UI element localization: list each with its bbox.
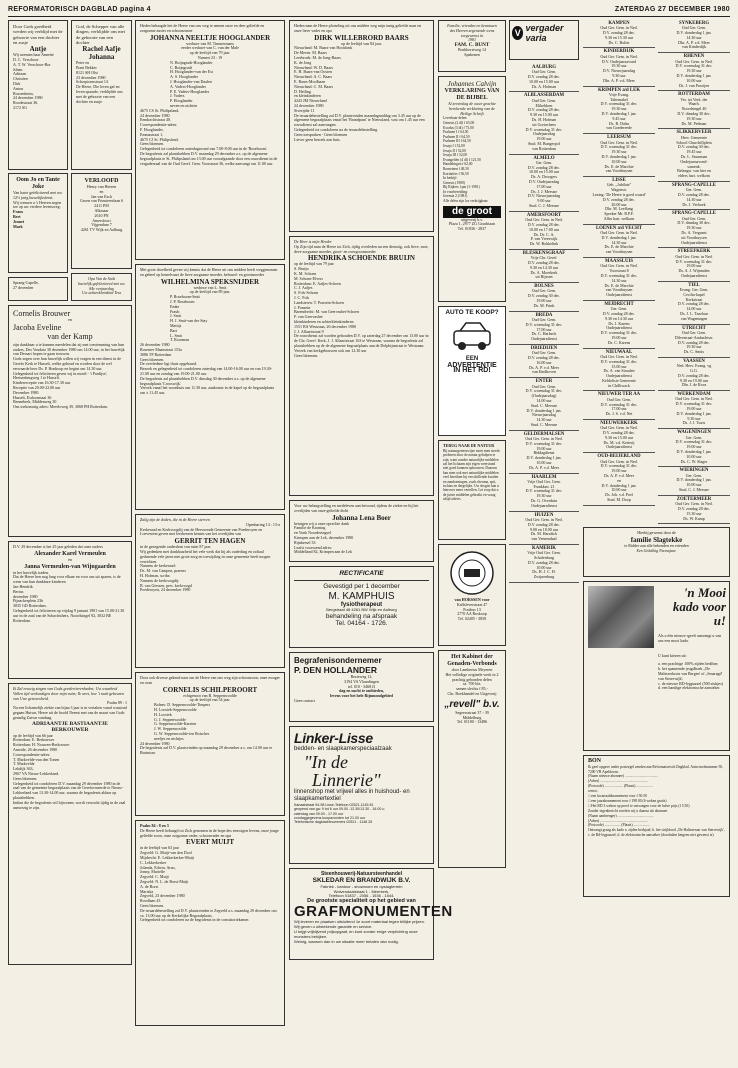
church-details: Geb. „Jubilate" Wagenstr. Lezing: 'De Heere is goed waard' D.V. zondag 28 dec. 20.00 uur Dhr. M. Leeflang Spreker Mr. R.P.F. Alles hart. welkom <box>592 182 646 221</box>
deceased-name: ADRIAANTJE BASTIAANTJE BERKOUWER <box>32 720 108 734</box>
church-details: Oud Ger. Gem. D.V. donderdag 1 jan. 14.30 uur Dhr. A. P. v.d. Meer van Kinderdijk <box>676 25 712 50</box>
death-age: op de leeftijd van 79 jaar <box>294 261 334 267</box>
death-details: 4243 JM Nieuwland 24 december 1980 Siverijdie 11 De teraardebestelling zal D.V. plaatsvinden maandagmiddag om 3.45 uur op de algemene begraafplaats vanaf het 'Brandpunt' te Nieuwland, vast om 1.45 uur een rouwdienst zal aanvangen. Gelegenheid tot condoleren na de teraardebestelling. Geen toespraken - Geen bloemen Liever geen bezoek aan huis. <box>294 98 425 142</box>
deceased-name: EVERT MUIJT <box>185 838 235 847</box>
church-details: Oud Ger. Gem. D.V. woensdag 31 dec. 17.00 uur Ds. J. S. v.d. Net <box>600 396 638 417</box>
horssen-logo <box>449 550 495 596</box>
church-details: Herv. Gemeente School Churchillplein D.V. zondag 30 dec. 19.45 uur Ds. L. Stuurman Oudejaarsavond- samenk. Belangst. van hier en elders hart. welkom <box>676 134 712 179</box>
engagement-notice <box>71 173 132 269</box>
death-speksnijder <box>135 264 285 510</box>
kabinet-title: Het Kabinet der Genaden-Verbonds <box>447 654 497 667</box>
church-service-entry <box>509 92 579 154</box>
church-details: Oud Ger. Gem. in Ned. D.V. woensdag 31 dec. 19.00 uur Ds. A. J. Wijnnalen Oudejaarsdienst <box>675 253 713 278</box>
church-town: AMERSFOORT <box>526 212 562 218</box>
church-town: MAASSLUIS <box>605 259 633 265</box>
church-town: MIJDRECHT <box>604 301 634 307</box>
church-town: ALBLASSERDAM <box>524 93 564 99</box>
family-list: S. Bruijn K. M. Schoen M. Schoen-Elvers Rotterdam: E. Aafjes-Schoen C. J. Aafjes S. Fols-Schoen J. C. Fols Landsteren: T. Ponsein-Schoen J. Ponsein Barendrecht: M. van Geervashet-Schoen F. van Geervashet kleinkinderen en achterkleinkinderen <box>294 266 360 324</box>
church-town: KAMERIK <box>532 545 556 551</box>
rectificatie-ad <box>289 566 434 648</box>
death-details: 26 december 1980 Rosemer Maanstraat 153a 3086 TP Rotterdam Geen bloemen. De overledene ligt thuis opgebaard. Bezoek en gelegenheid tot condoleren zaterdag van 14.00-16.00 uur en van 19.30-21.00 uur en zondag van 19.00-21.00 uur. De begrafenis zal plaatshebben D.V. dinsdag 30 december a.s. op de algemene begraafplaats 'Crooswijk'. Vertrek vanaf het woonhuis om 11.30 uur, aankomst in de kapel op de begraafplaats om ± 11.45 uur. <box>140 342 275 396</box>
church-service-entry <box>658 129 730 181</box>
church-town: ENTER <box>535 379 553 385</box>
church-details: Oud Ger. Gem. in Ned. D.V. Oudejaarsavond 19.30 uur D.V. Nieuwjaarsdag 9.30 uur Dhr. A. P. v.d. Meer <box>600 53 638 83</box>
church-service-entry <box>658 467 730 495</box>
column-2 <box>135 20 285 1030</box>
family-greeting-bunt <box>438 20 506 72</box>
church-town: NIEUWERKERK <box>600 420 638 426</box>
death-baars <box>289 20 434 232</box>
gift-photo <box>588 586 654 648</box>
physio-title: fysiotherapeut <box>340 601 383 608</box>
death-verse-ref: Psalm 89 : 1 <box>107 700 127 706</box>
church-details: Oud Ger. Gem. in Ned. D.V. zondag 28 dec. 10.00 en 17.00 uur Ds. Dr. C. A. P. van Vreeswijk Ds. W. Bokkelink <box>525 217 563 247</box>
church-town: GELDERMALSEN <box>523 431 565 437</box>
page-header-date: ZATERDAG 27 DECEMBER 1980 <box>614 6 730 13</box>
physio-line2: behandeling na afspraak <box>325 612 398 620</box>
church-service-entry <box>658 210 730 248</box>
thanks-foot: Een Gelukkig Nieuwjaar. <box>636 547 677 553</box>
church-service-entry <box>583 301 655 349</box>
anniversary-title: Oom Jo en Tante Joke <box>16 177 60 190</box>
church-town: TIEL <box>688 282 700 288</box>
rectificatie-title: RECTIFICATIE <box>339 570 384 577</box>
death-body: Kerkeraad en Kerkvoogdij van de Hervormde Gemeente van Poederoyen en Loevestein geven met leedwezen kennis van het overlijden van <box>140 526 263 537</box>
church-town: LISSE <box>612 178 626 184</box>
death-berkouwer <box>8 683 132 965</box>
death-schilperoort <box>135 672 285 816</box>
anniversary-vermeulen <box>8 541 132 679</box>
church-service-entry <box>509 250 579 283</box>
death-details: op de leeftijd van 66 jaar Rotterdam: E. Berkouwer Rotterdam: H. Nouwen-Berkouwer Ameide, 26 december 1980 Correspondentie-adres: T. Markvelde-van den Tonen T. Markvelde Lekdijk 363, 2967 VA Nieuw-Lekkerland. Geen bloemen. Gelegenheid tot condoleren D.V. maandag 29 december 1980 in de zaal van de gemeente begraafplaats van de Gereformeerde te Nieuw-Lekkerland van 13.30-14.00 uur, waarna de begrafenis aldaar op plaatshebben. Indien die de begrafenis wil bijwonen, wordt verzocht tijdig in de zaal aanwezig te zijn. <box>13 732 126 810</box>
church-town: SPRANG-CAPELLE <box>672 182 716 188</box>
church-details: Oud Ger. Gem. D.V. zondag 30 dec. 19.00 uur Ds. M. Prink <box>527 288 561 308</box>
calvijn-foot: In bedrijf: Genesis (1980) Bij Rijkers f pm (1-1981) In voorbereiding: Jeremia 2 (1981) Alle delen zijn los verkrijgbaar <box>443 176 488 204</box>
kabinet-sub: door Lambertus Meyeren <box>451 667 493 672</box>
church-details: Ver. tot Verk. der Waarh. Noordsingel 40 D.V. dinsdag 30 dec. 19.30 uur Ds. M. Pedman <box>677 96 711 126</box>
van-horssen-ad <box>438 544 506 646</box>
linker-tag: bedden- en slaapkamerspeciaalzaak <box>294 746 392 752</box>
gift-promotion <box>583 581 730 751</box>
greeting-name: FAM. C. BUNT <box>454 42 490 49</box>
bride-surname: van der Kamp <box>47 331 93 341</box>
death-verse: Psalm 84 : 8 en 3 <box>140 823 169 828</box>
church-details: Oud Ger. Gem. D.V. woensdag 31 dec. (Oudejaarsdag) 14.00 uur Stud. C. Meeuse D.V. donderdag 1 jan. Nieuwjaarsdag 14.30 uur Stud. C. Meeuse <box>525 383 563 427</box>
church-service-entry <box>583 48 655 86</box>
church-details: Ger. Gem. D.V. zondag 28 dec. 14.30 uur Ds. J. Verhoek <box>677 187 711 207</box>
linnerie-line2: Linnerie" <box>312 770 381 790</box>
church-details: Oud Ger. Gem. D.V. zondag 28 dec. 10.00 en 15.00 uur Ds. A. Hofman <box>527 69 561 89</box>
birth-body: Peter en Piani Bekker 8121 SH Olst 23 december 1980 Schorpioenstraat 14 De Heere, Die leven gaf en leven spaarde, verblijdde ons met de geboorte van een dochter en zusje <box>76 60 123 104</box>
linker-lisse-ad <box>289 726 434 864</box>
auto-advert <box>438 306 506 436</box>
calvijn-list: Leverbaar delen: Genesis (2 dl) f 65,00 Exodus (3 dl) f 75,00 Psalmen I f 64,50 Psalmen II f 64,50 Psalmen III f 64,50 Jesaja I f 52,00 Jesaja II f 52,00 Jesaja III f 52,00 Evangeliën (4 dl) f 121,50 Handelingen f 62,00 Romeinen f 48,50 Korintiërs f 56,50 <box>443 116 481 176</box>
birth-announcement-rachel <box>71 20 132 170</box>
church-town: VAASSEN <box>683 358 705 364</box>
column-1 <box>8 20 132 969</box>
church-town: BOLNES <box>534 284 554 290</box>
church-details: Vrije Chr. Geref. D.V. zondag 28 dec. 9.30 en 14.30 uur Ds. A. Moerkerk uit Rijssen <box>527 255 561 280</box>
auto-line2: ADVERTENTIE <box>447 361 497 369</box>
linnerie-line1: "In de <box>304 752 349 772</box>
subscription-coupon[interactable] <box>583 755 730 897</box>
church-town: LOENEN a/d VECHT <box>595 225 643 231</box>
linker-sub: linnenshop met vrijwel alles in huishoud- en slaapkamertextiel <box>294 789 410 802</box>
death-muijt <box>135 820 285 1026</box>
church-service-entry <box>658 325 730 358</box>
church-service-entry <box>509 212 579 250</box>
church-details: Oud Ger. Gem. Eltheldorn D.V. zondag 28 dec. 9.30 en 15.00 uur Ds. H. Hofman uit Gorinchem D.V. woensdag 31 dec. Oudejaarsdag 19.00 uur Stud. M. Bungerpof van Rotterdam <box>525 97 563 151</box>
family-list: N. Boijngrudt-Hooglander C. Boijngrudt H. Hooglander-van der Est A. S. Hooglander J. Hooglander-van Daalen A. Vaders-Hooglander P. E. Vaders-Hooglander J. Vaders P. Hooglander neven en nichten <box>170 59 214 108</box>
church-service-entry <box>509 283 579 311</box>
bride-name: Jacoba Eveline <box>13 322 62 332</box>
kabinet-ad <box>438 650 506 868</box>
church-service-entry <box>583 453 655 505</box>
opa-birthday-notice <box>71 273 132 301</box>
family-list: Bolnes: D. Seppenwoolde-Timpers H. Loosiek-Seppenwoolde H. Loosiek G. J. Seppenwoolde G. Seppenwoolde-Karsten J. W. Seppenwoolde G. W. Seppenwoolde-ten Boischer neefjes en nichtjes <box>154 702 211 741</box>
church-details: Oud Ger. Gem. in Ned. D.V. zondag 28 dec. 9.30 en 15.30 uur Ds. C. Bolier <box>600 25 638 45</box>
auto-title: AUTO TE KOOP? <box>445 309 499 316</box>
physio-address: Bergstraat 48 4261 BW Wijk en Aalburg <box>326 606 397 612</box>
church-details: Ger. Gem. D.V. donderdag 1 jan. 10.00 uur Stud. C. J. Meeuse <box>676 472 712 493</box>
natuur-article <box>438 440 506 540</box>
church-details: Oud Ger. Gem. in Ned. D.V. woensdag 31 dec. 19.30 uur D.V. donderdag 1 jan. 10.00 uur Ds. E. de Marchie van Voorthuysen <box>600 139 638 174</box>
birth-intro: God, de Schepper van alle dingen, verblijdde ons met de geboorte van een dochter <box>76 24 125 45</box>
family-list: Nieuwland: M. Baars-van Hooidonk De Meern: M. Baars Leerbroek: M. de Jong-Baars K. de Jong Nieuwland: W. D. Baars E. H. Baars-van Oosten Nieuwland: A. C. Baars E. Baars-Moolhaan Nieuwland: C. M. Baars D. Heiling en kleinkinderen <box>294 45 353 99</box>
death-details: 4675 CS St. Philipsland, 24 december 1980 Eendrachtstraat 40. Correspondentie-adres: F. Hooglander, Emmastraat 1, 4675 CJ St. Philipsland. Geen bloemen. Gelegenheid tot condoleren zaterdagavond van 7.00-8.00 uur in de 'Roseboom'. De begrafenis zal plaatshebben D.V. maandag 29 december a.s. op de algemene begraafplaats te St. Philipsland om 13.00 uur voorafgaande door een rouwdienst in de vergaderzaal van de Oud Geref. Gem. Voorstraat 36, welke aanvangt om 11.00 uur. <box>140 107 278 166</box>
death-body: op de leeftijd van 84 jaar. <box>341 40 382 46</box>
church-town: SLIKKERVEER <box>676 130 712 136</box>
groom-name: Cornelis Brouwer <box>13 309 71 318</box>
column-5 <box>509 20 579 583</box>
church-service-list <box>658 20 730 524</box>
family-thanks <box>583 527 730 577</box>
church-service-entry <box>509 431 579 474</box>
thanks-body2: te Ridder aan alle bekenden en vrienden <box>624 543 689 549</box>
death-verse: Zalig zijn de doden, die in de Heere sterven <box>140 517 210 522</box>
death-body: echtgenoot van B. Seppenwoolde op de leeftijd van 54 jaar. <box>183 692 237 703</box>
church-service-list <box>509 64 579 583</box>
gift-choose: U kunt kiezen uit: <box>658 653 687 659</box>
sked-name: SKLEDAR EN BRANDWIJK B.V. <box>312 877 411 885</box>
church-town: SPRANG-CAPELLE <box>672 211 716 217</box>
deceased-name: JOHANNA NEELTJE HOOGLANDER <box>149 33 271 42</box>
church-town: ALMELO <box>533 155 555 161</box>
funeral-name: P. DEN HOLLANDER <box>294 665 377 675</box>
linker-brand: Linker-Lisse <box>294 730 373 746</box>
degroot-sub: uitgeverij b.v. <box>460 216 484 222</box>
church-service-entry <box>658 20 730 53</box>
church-town: WAGENINGEN <box>677 430 711 436</box>
revell-logo: „revell" b.v. <box>444 698 500 710</box>
opa-body: Opa Van de Stalt hartelijk gefeliciteerd met uw 84e verjaardag Uw achterkleinkind Tess <box>78 276 125 296</box>
degroot-logo: de groot <box>443 206 501 218</box>
church-service-entry <box>658 182 730 210</box>
birth-body: Wij noemen haar Annette D. C. Verschoor A. T. W. Verschoor-Bor Johan Adriaan Christien Dirk Anton Rossenheim, 24 december 1980 Roodestraat 36, 2172 SG <box>13 52 54 110</box>
death-intro: Op Zijn tijd nam de Heere tot Zich, tijdig overleden na een dienstig, ook lieve, moe, deve zorgzame moeder, groot- en overgrootmoeder <box>294 243 429 254</box>
church-town: STREEFKERK <box>677 249 711 255</box>
deceased-name: DIRK WILLEBRORD BAARS <box>314 33 409 42</box>
church-details: Oud Ger. Gem. D.V. dinsdag 30 dec. 19.30 uur Ds. A. Vergunst uit Voorthuysen Oudejaarsdienst <box>677 215 711 245</box>
church-service-entry <box>509 155 579 212</box>
death-ten-hagen <box>135 514 285 668</box>
wedding-body: zijn dankbaar u te kunnen meedelen dat zij met toestemming van hun ouders, Des Voudaia 30 december 1980 om 14.00 uur, in het huwelijk van Dessart hopen te gaan trouwen. Gods zegen over hun huwelijk willen wij vragen in een dienst in de Gerefo Kerk te Hasselt, welke gehoud en worden door de wel eerwaarde heer Ds. P. Honkoop en begint om 14.30 uur. Gelegenheid tot feliciteren geven wij in motel - 't Pardijse', Hertsenbergweg 1 te Hasselt. Kinderreceptie van 16.30-17.30 uur Receptie van 20.00-22.00 uur December 1980. Hasselt, Esdoornsaat 36 Bennebrek, Middenweg 30 Ons toekomstig adres: Meerloweg 39, 3068 PH Rotterdam. <box>13 341 125 410</box>
church-service-list <box>583 20 655 524</box>
sked-big: De grootste specialiteit op het gebied van <box>307 898 416 905</box>
church-service-entry <box>509 378 579 430</box>
page-header-left: REFORMATORISCH DAGBLAD pagina 4 <box>8 6 151 13</box>
family-list: P. Roseboom-Smit J. P. Roseboom Emke Fraub J. Smit H. J. Smit-van der Stay Mattijs Bart L. Smit T. Roorman <box>170 294 208 343</box>
deceased-name: GERRIT TEN HAGEN <box>174 537 246 546</box>
birth-name: Rachel Aafje Johanna <box>82 45 121 62</box>
physio-name: M. KAMPHUIS <box>328 590 395 602</box>
anniversary-oom-jo <box>8 173 68 273</box>
birth-name: Antje <box>29 45 47 54</box>
church-town: NIEUWAAL <box>605 349 633 355</box>
husband-name: Alexander Karel Vermeulen <box>34 550 106 557</box>
church-service-entry <box>583 134 655 177</box>
gift-intro: Als u één nieuwe rgeeft aanvangt u van ons een mooi kado. <box>658 633 722 644</box>
church-service-entry <box>509 345 579 378</box>
church-service-entry <box>658 53 730 91</box>
death-hooglander <box>135 20 285 260</box>
death-details: in de leeftijd van 63 jaar Zegveld: G. Muijt-van den Dool Mijdrecht: E. Lekkerkerker-Muijt C. Lekkerkerker Jolanda, Edwin, Arno, Jonny, Marielle Zegveld: C. Muijt Zegveld: N. L. de Borst-Muijt A. de Borst Mariska Zegveld, 23 december 1980 Roodlaan 43 Geen bloemen. De teraardebestelling zal D.V. plaatsvinden te Zegveld a.s. maandag 29 december om ca. 13.00 uur op de Kerkelijke Begraafplaats. Gelegenheid tot condoleren na de begrafenis in de consistoriekamer. <box>140 845 277 923</box>
natuur-body: Bij natuurgeneeswijze moet men steeds proberen door de natuur geholpen te zijn, want zonder natuurlijke middelen zal het lichaam zijn eigen weerstand niet goed kunnen opbouwen. Daarom kan men ook met natuurlijke middelen veel bereiken bij verschillende kwalen en aandoeningen, zoals rheuma, spit, ischias en dergelijke. Uw drogist kan u hierover meer vertellen. Let erop dat u de juiste middelen gebruikt en vraag altijd advies. <box>443 448 500 502</box>
death-body: Na een lichamelijk ziekte van bijna 3 jaar is in vertaken vanaf wantoud gegaan Huiwn, Heere uit de hoofd Neemt met ons de maart van Gods genadig Zuiwn vandaag <box>13 705 127 720</box>
coupon-body[interactable]: Ik geef opgave onder postzegel zenden aan Reformatorisch Dagblad. Antwoordnummer 50, 7200 VB Apeldoorn. (Naam nieuwe abonnee) .................................... (Adres) .................................................... (Postcode) .................... (Plaats) .................. wenst: □ een kwartaalabonnement voor f 50.50 □ een jaarabonnement voor f 198.00 (6 weken gratis) □ Het RD 3 weken op proef te ontvangen voor de halve prijs (f 5.50) Zonder tegenbericht worden wij u daarna als abonnee. (Naam aanbrenger) ....................................... (Adres) .................................................... (Postcode) ................. (Plaats) .................. Ontvangt graag als kado a. zijden bedsjaal; b. het strijkbord „De Haltezeraar van Sterrewijk', c. de Rd-legpuzzel; d. de elektronische aansteker (doorhalen hetgeen niet gewenst is). <box>588 764 725 838</box>
and-word: en <box>68 556 72 562</box>
church-details: Oud Ger. Gem. in Ned. D.V. woensdag 31 dec. 19.30 uur D.V. donderdag 1 jan. 10.00 uur Ds. J. van Prooijen <box>675 58 713 88</box>
church-service-entry <box>658 391 730 429</box>
church-service-entry <box>583 420 655 453</box>
church-details: Ned. Herv. Evang. vg G.G. D.V. zondag 28 dec. 9.30 en 19.00 uur Dhr. J. de Roos <box>676 363 712 388</box>
church-service-entry <box>583 391 655 419</box>
church-details: Ger. Gem. D.V. woensdag 31 dec. 19.00 uur D.V. donderdag 1 jan. 10.00 uur Ds. C. W. Slager <box>675 434 713 464</box>
thanks-body: Hierbij gewenst door de <box>637 530 676 536</box>
church-service-entry <box>509 545 579 583</box>
auto-line1: EEN <box>465 356 479 363</box>
thanks-intro: Voor uw belangstelling en medeleven aan betoond, tijdens de ziekte en bij het overlijden van onze geliefde dicht <box>294 503 419 513</box>
church-details: Evang. Ger. Gem. Cecilia-kapel Kerkstraat D.V. zondag 28 dec. 14.00 uur Ds. J. L. Tazelaar van Wageningen <box>677 287 711 321</box>
wife-name: Janna Vermeulen-van Wijngaarden <box>24 563 116 570</box>
church-details: Ger. Gem. D.V. zondag 28 dec. 10.00 en 15.00 uur Ds. A. Droogers D.V. Oudejaarsdag 17.00 uur Ds. J. J. Meeuse D.V. Nieuwjaarsdag 9.00 uur Stud. C. J. Meeuse <box>527 159 561 209</box>
church-details: Oud Ger. Gem. D.V. zondag 28 dec. 16.00 uur Ds. A. P. v.d. Meer van Eindhoven <box>527 350 561 375</box>
church-details: Oud Ger. Gem. in Ned. D.V. woensdag 31 dec. 15.00 uur Ds. A. van Straalen Oudejaarsdienst Keldoliste Gemeente in Chilliwack <box>600 353 638 388</box>
death-verse-text: Ik Zal eeuwig zingen van Gods goedertierenheden; Uw waarheid Vallen tijd verkondigen door mijn ruim; Ik weet, hoe 't raak gebeuren van Uwe getrouwheid. <box>13 686 124 701</box>
kabinet-body: Het volledige originele werk in 2 prachtig gebonden delen ca. 700 blz. samen slechts f 85,- Chr. Boekhandel en Uitgeverij <box>445 671 499 696</box>
church-town: SYNKEBERG <box>678 21 710 26</box>
rectificatie-line1: Gevestigd per 1 december <box>323 583 400 590</box>
calvijn-ad <box>438 76 506 302</box>
church-town: UTRECHT <box>682 325 706 331</box>
death-details: in de gezegende ouderdom van ruim 87 jaar. Wij gedenken met dankbaarheid het vele werk dat hij als ouderling en ooliaal gedurende vele jaren met grote zorg en toewijding in onze gemeente heeft mogen verrichten. Namens de kerkeraad: Ds. M. van Campen, praeses H. Hofman, scriba Namens de kerkvoogdij: B. van Giessen, pres. kerkvoogd Poederoyen, 24 december 1980 <box>140 544 271 593</box>
church-details: Vrije Oud Ger. Gem. Schalenburg D.V. zondag 28 dec. 10.00 uur Ds. H. J. C. H. Zwijnenburg <box>527 550 561 580</box>
church-details: Ger. Gem. D.V. zondag 28 dec. 9.30 en 14.30 uur Ds. J. Karens Oudejaarsdienst D.V. woensdag 31 dec. 19.00 uur Ds. C. Karens <box>600 306 638 345</box>
church-service-entry <box>658 429 730 467</box>
church-town: ROTTERDAM <box>678 92 710 98</box>
funeral-title: Begrafenisondernemer <box>294 656 382 665</box>
funeral-director-ad <box>289 652 434 722</box>
gift-title: 'n Mooi kado voor u! <box>672 585 726 629</box>
church-town: BREDA <box>535 312 553 318</box>
church-town: BLESKENSGRAAF <box>522 250 566 256</box>
coupon-title: BON <box>588 758 602 765</box>
church-service-entry <box>509 312 579 345</box>
funeral-foot: Geen contact <box>294 697 315 703</box>
church-service-entry <box>583 258 655 301</box>
church-town: KAMPEN <box>608 21 630 26</box>
church-details: Oud Ger. Gem. in Ned. D.V. zondag 28 dec. 9.30 en 15.00 uur Ds. M. v.d. Ketterij Oudejaarsdienst <box>600 425 638 450</box>
sked-grafmonumenten: GRAFMONUMENTEN <box>294 903 453 921</box>
gift-option: d. een handige elektronische aansteker. <box>658 685 721 691</box>
church-service-entry <box>583 87 655 135</box>
and-word: en <box>68 317 72 322</box>
column-6 <box>583 20 730 901</box>
church-town: NIEUWER TER AA <box>597 392 641 398</box>
church-service-entry <box>583 225 655 258</box>
linker-address: Kanaalstraat 94-98 Lisse-Telefoon 02521-1145 81 geopend van ga: 9 tot 6 uur 09.00 -12.30/13.30 - 18.00 u zaterdag van 09.00 - 17.00 uur zondaggegevens koopavonden tot 21.00 uur Telefonische dagklachtnummers 02521 - 1148 25 <box>294 803 385 825</box>
engagement-body: Henry van Heeren en Jan van Esch Groen van Prinstererlaan 6 2411 PM Alkmaar 2610 PN Amersfoort Vijgendam 7 4261 TV Wijk en Aalburg <box>80 184 123 233</box>
gift-option: a. een prachtige 100% zijden bedfine; <box>658 661 719 667</box>
church-town: LEERSUM <box>607 135 631 141</box>
church-service-entry <box>658 282 730 325</box>
death-intro: Heden nam de Heere plotseling uit ons midden weg mijn innig geliefde man en onze lieve vader en opa <box>294 23 421 33</box>
church-details: Oud Ger. Gem. in Ned. Voorstraat 8 D.V. woensdag 31 dec. 14.30 uur Ds. E. de Marchie van Voorthuysen Oudejaarsdienst <box>600 263 638 298</box>
death-intro: De Heere heeft behaagd tot Zich genomen in de hope des eeuwigen levens, onze jonge geliefde zoon, onze zorgzame vader, schoonvader en opa <box>140 827 279 838</box>
church-town: HAARLEM <box>531 474 557 480</box>
funeral-body: dag en nacht te ontbieden, levens voor het hele Rijnmondgebied <box>330 688 393 699</box>
death-body: weduwe van L. Smit op de leeftijd van 89 jaar. <box>189 284 231 295</box>
thanks-boer <box>289 500 434 562</box>
church-service-entry <box>583 177 655 225</box>
church-town: HUIZEN <box>534 512 554 518</box>
wedding-brouwer <box>8 305 132 537</box>
thanks-name: familie Slagtekke <box>630 536 683 545</box>
greeting-body: Familie, vrienden en kennissen des Heeren zegenende wens toegewenst in 1981 <box>447 23 497 43</box>
church-details: Oud Ger. Gem. in Ned. D.V. woensdag 31 dec. 19.00 uur D.V. donderdag 1 jan. 9.30 uur Ds. J. J. Tuxis <box>675 396 713 426</box>
church-details: Oud Ger. Gem. in Ned. D.V. zondag 28 dec. 9.00 en 18.00 uur Ds. M. Harsdick van Veenendaal <box>525 516 563 542</box>
church-service-entry <box>509 474 579 512</box>
church-service-entry <box>658 91 730 129</box>
deceased-name: HENDRIKA SCHOENDE BRUIJN <box>308 254 415 263</box>
church-service-entry <box>583 20 655 48</box>
death-intro: Door ook diverse gekend naar om de Heere van ons weg zijn schoonzoon, onze zwager en oom <box>140 675 280 685</box>
calvijn-title: VERKLARING VAN DE BIJBEL <box>444 88 500 101</box>
church-service-entry <box>658 496 730 524</box>
death-schoen <box>289 236 434 496</box>
revell-address: Segeersstraat 37 - 39 Middelburg Tel. 01180 - 13486 <box>455 709 489 725</box>
church-service-entry <box>658 358 730 391</box>
natuur-title: TERUG NAAR DE NATUUR <box>443 443 495 448</box>
sked-title: Steenhouwerij-Natuursteenhandel <box>320 871 403 877</box>
anniversary-intro: D.V. 29 december is het 25 jaar geleden dat onze ouders <box>13 544 103 549</box>
church-details: Oud Ger. Gem. Dilvestraat-Ambachtstr. D.V. zondag 28 dec. 19.30 uur Ds. C. Smits <box>674 329 714 355</box>
car-icon <box>450 319 494 353</box>
church-service-entry <box>509 512 579 545</box>
notice-body: Sprang-Capelle, 27 december <box>13 280 39 290</box>
calvijn-author: Johannes Calvijn <box>447 80 497 88</box>
birth-announcement-antje <box>8 20 68 170</box>
church-service-entry <box>658 248 730 281</box>
church-details: Oud Ger. Gem. D.V. woensdag 31 dec. 17.00 uur Ds. C. Harbeck Oudejaarsdienst <box>525 316 563 342</box>
auto-line3: IN HET RD! <box>453 366 491 374</box>
church-details: Oud Ger. Gem. in Ned. D.V. woensdag 31 dec. 19.00 uur Biddagdienst D.V. donderdag 1 jan. 10.00 uur Ds. A. P. v.d. Meer <box>525 435 563 470</box>
church-town: AALBURG <box>532 65 556 70</box>
gift-options <box>658 662 726 691</box>
physio-phone: Tel. 04164 - 1726. <box>335 620 388 628</box>
thanks-body: betuigen wij u onze oprechte dank Familie de Kroning en Vonk Noorderingsel Krimpen aan de Lek, december 1980 Rijnkersel 33 Leafst voorsoend adres: Middelland 82, Krimpen aan de Lek <box>294 520 354 555</box>
deceased-name: WILHELMINA SPEKSNIJDER <box>160 277 260 286</box>
anniversary-signature: Frans Bert Jeanet Mark <box>13 209 25 229</box>
church-town: KRIMPEN a/d LEK <box>597 87 641 93</box>
death-body: weduwe van M. Timmermans eerder weduwe van C. van der Male op de leeftijd van 79 jaar. Numeri 23 : 19 <box>181 40 239 60</box>
vergader-varia-logo <box>509 20 579 60</box>
column-3 <box>289 20 453 964</box>
church-details: Oud Ger. Gem. in Ned. D.V. woensdag 31 dec. 19.00 uur Ds. A. P. v.d. Meer en D.V. donderdag 1 jan. 10.00 uur Ds. Joh. v.d. Poel Stud. M. Doop <box>600 458 638 502</box>
death-details: 1551 BA Westzaan, 26 december 1980 J. J. Allaartstraat 9 De rouwdienst zal worden gehouden D.V. op zaterdag 27 december om 13.00 uur in de Chr. Geref. Kerk, J. J. Allaartstraat 163 te Westzaan, waarna de begrafenis zal plaatshebben op de de algemene begraafplaats aan de Dolphijnstraat te Westzaan. Vertrek van kerkgebouwen ook om 12.30 uur Geen bloemen. <box>294 323 429 358</box>
greeting-address: Boekborstweg 14 Spakenen <box>457 47 487 58</box>
vergader-icon: V <box>512 26 523 40</box>
funeral-address: Bezieweg 12, 3194 VA Vlaardingen tel. 010 - 346813 <box>344 674 379 689</box>
church-details: Vrije Evang. Tabernakel D.V. woensdag 31 dec. 19.30 uur D.V. donderdag 1 jan. 9.45 uur Ds. B. Dalm van Goedereede <box>600 91 638 131</box>
church-town: WIERINGEN <box>679 468 709 474</box>
death-intro: Heden behaagde het de Heere van ons weg te nemen onze en deer geliefde en zorgzame zuster en schoonzuster <box>140 23 265 33</box>
grafmonumenten-ad <box>289 868 453 960</box>
deceased-name: CORNELIS SCHILPEROORT <box>162 685 258 694</box>
church-town: DRIEDIJEN <box>530 345 558 351</box>
page-header <box>8 6 730 17</box>
anniversary-body: Van harte gefeliciteerd met uw 12½ jarig huwelijksfeest. Wij wensen u 's Heeren zegen toe op uw verdere levensweg. <box>13 190 63 210</box>
church-details: Vrije Oud Ger. Gem. Frankkstr. 21 D.V. woensdag 31 dec. 19.30 uur Ds. G. Overduin Oudejaarsdienst <box>525 478 563 508</box>
gift-option: b. het spannende jeugdboek „De Maltezerkruis van Bergen' of „Smaragd' van Sterrewijk'; <box>658 666 723 681</box>
anniversary-body: in het huwelijk traden. Dat de Heere hen nog lang voor elkaar en voor ons uit sparen, is de wens van hun dankbare kinderen Jan-Hendrik Bertus december 1980 Pijnackerplein 23b 3035 GD Rotterdam. Gelegenheid tot feliciteren op vrijdag 9 januari 1981 van 15.00-21.30 uur in de zaal van de Sobachsthers, Noordsingel 92, 3032 BE Rotterdam. <box>13 569 125 623</box>
calvijn-sub: Al zevenslag de ouwe geachte berokende verklaring van de Heilige Schrift <box>448 101 496 116</box>
church-service-entry <box>509 64 579 92</box>
sked-points: Wij leveren en plaatsen uitsluitend 1e soort materiaal tegen billijke prijzen. Wij geven u uitstekende garantie en service. U krijgt vrijblijvend prijsopgaaf, en kunt zonder enige verplichting onze monsters bekijken. Weinig, waarom dan in uw situatie meer betalen dan nodig. <box>294 919 425 944</box>
death-details: 24 december 1980 De begrafenis zal D.V. plaatsvinden op maandag 29 december a.s. om 14.00 uur te Bruinisse. <box>140 740 273 756</box>
church-details: Oud Ger. Gem. in Ned. D.V. zondag 28 dec. 15.30 uur Ds. W. Kamp <box>675 501 713 521</box>
church-service-entry <box>583 349 655 392</box>
degroot-address: Plaza 1, 2977 ZG Goudriaan Tel. 01836 - 2837 <box>449 221 495 232</box>
sked-sub: Fabriek - kantoor - showroom en opslagterrein Wolvendaalstraat 1 - Meerkerk. Telefoon 01837 - 2056 - 1536 - 1544. <box>320 883 403 899</box>
birth-intro: Door Gods goedheid werden wij verblijd met de geboorte van een dochter en zusje <box>13 24 63 45</box>
church-town: WERKENDAM <box>677 392 711 398</box>
church-town: KINDERDIJK <box>603 49 635 55</box>
engagement-title: VERLOOFD <box>84 178 119 184</box>
sprang-capelle-notice <box>8 277 68 301</box>
horssen-address: Kalfsleverstraat 47 Postbus 13 2770 AA Boskoop Tel. 02405 - 3858 <box>456 601 488 622</box>
death-intro: Met grote droefheid geven wij kennis dat de Heere uit ons midden heeft weggenomen en geheel op hemelvaart de lieve zorgzame moeder, behuwd- en grootmoeder <box>140 267 278 277</box>
church-details: Oud Ger. Gem. in Ned. D.V. donderdag 1 jan. 14.30 uur Ds. E. de Marchie van Voorthuysen <box>600 230 638 255</box>
church-town: ZOETERMEER <box>676 496 712 502</box>
horssen-ring: van HORSSEN voor <box>454 597 490 602</box>
death-verse: De Heer is mijn Herder <box>294 239 332 244</box>
church-town: OUD-BEIJERLAND <box>597 454 641 460</box>
church-town: RHENEN <box>683 54 705 60</box>
column-4 <box>438 20 506 872</box>
gift-option: c. de nieuwe RD-legpuzzel (500 stukjes) <box>658 680 724 686</box>
vergader-text: vergader varia <box>525 23 564 43</box>
thanks-name: Johanna Lena Boer <box>332 513 391 522</box>
death-verse-ref: Openbaring 14 : 13-a <box>245 521 280 527</box>
